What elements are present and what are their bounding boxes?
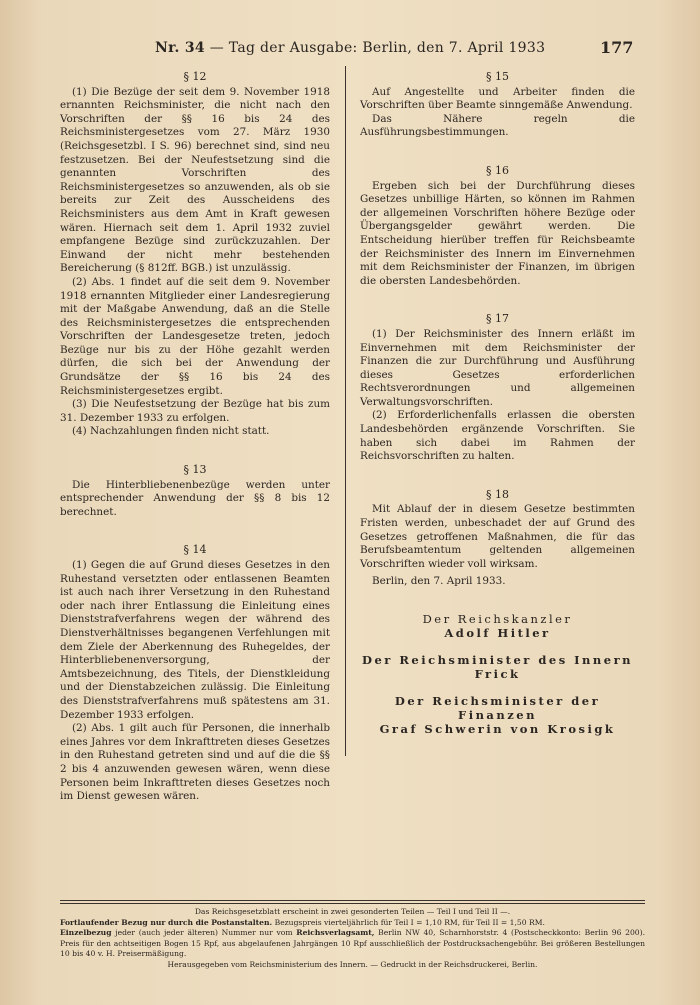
page-number: 177 <box>600 38 634 57</box>
signatory-1-name: Adolf Hitler <box>444 625 551 640</box>
footer-line-2 <box>60 918 645 929</box>
section-15-para-1: Auf Angestellte und Arbeiter finden die Vorschriften über Beamte sinngemäße Anwendung. <box>360 85 635 112</box>
right-column <box>360 70 635 736</box>
header-title <box>155 40 555 56</box>
section-13-para-1: Die Hinterbliebenenbezüge werden unter entsprechender Anwendung der §§ 8 bis 12 berechnet. <box>60 478 330 518</box>
page-header <box>0 38 700 60</box>
section-13-heading: § 13 <box>183 463 207 477</box>
section-17-para-1: (1) Der Reichsminister des Innern erläßt im Einvernehmen mit dem Reichsminister der Finanzen die zur Durchführung und Ausführung dieses Gesetzes erforderlichen Rechtsverordnungen und allgemeinen Verwaltungsvorschriften. <box>360 327 635 408</box>
signatory-2-name: Frick <box>474 666 521 681</box>
section-14-para-1: (1) Gegen die auf Grund dieses Gesetzes in den Ruhestand versetzten oder entlassenen Beamten ist auch nach ihrer Versetzung in den Ruhestand oder nach ihrer Entlassung die Einleitung eines Dienststrafverfahrens wegen der während des Dienstverhältnisses begangenen Verfehlungen mit dem Ziele der Aberkennung des Ruhegeldes, der Hinterbliebenenversorgung, der Amtsbezeichnung, des Titels, der Dienstkleidung und der Dienstabzeichen zulässig. Die Einleitung des Dienststrafverfahrens muß spätestens am 31. Dezember 1933 erfolgen. <box>60 559 330 721</box>
section-16-heading: § 16 <box>486 163 509 177</box>
footer-rule-bottom <box>60 903 645 904</box>
section-18-heading: § 18 <box>486 487 509 501</box>
issue-place-date: Berlin, den 7. April 1933 <box>362 40 546 56</box>
column-divider <box>345 66 346 756</box>
section-18-para-1: Mit Ablauf der in diesem Gesetze bestimmten Fristen werden, unbeschadet der auf Grund des Gesetzes getroffenen Maßnahmen, die für das Berufsbeamtentum geltenden allgemeinen Vorschriften wieder voll wirksam. <box>360 503 635 570</box>
section-12-para-4: (4) Nachzahlungen finden nicht statt. <box>72 425 270 438</box>
section-17-para-2: (2) Erforderlichenfalls erlassen die obersten Landesbehörden ergänzende Vorschriften. Sie haben sich dabei im Rahmen der Reichsvorschriften zu halten. <box>360 409 635 463</box>
footer-line-2-text: Bezugspreis vierteljährlich für Teil I = 1,10 RM, für Teil II = 1,50 RM. <box>274 917 545 927</box>
section-12-heading: § 12 <box>183 70 207 83</box>
footer-line-4: Herausgegeben vom Reichsministerium des Innern. — Gedruckt in der Reichsdruckerei, Berlin. <box>167 959 538 969</box>
section-17-heading: § 17 <box>486 312 509 326</box>
section-16-para-1: Ergeben sich bei der Durchführung dieses Gesetzes unbillige Härten, so können im Rahmen der allgemeinen Vorschriften höhere Bezüge oder Übergangsgelder gewährt werden. Die Entscheidung hierüber treffen für Reichsbeamte der Reichsminister des Innern im Einvernehmen mit dem Reichsminister der Finanzen, im übrigen die obersten Landesbehörden. <box>360 179 635 287</box>
issue-number: Nr. 34 <box>155 40 205 56</box>
section-15-para-2: Das Nähere regeln die Ausführungsbestimmungen. <box>360 112 635 139</box>
signatory-3-title: Der Reichsminister der Finanzen <box>394 694 601 722</box>
left-column <box>60 70 330 804</box>
footer-line-3-bold-2: Reichsverlagsamt, <box>296 928 375 938</box>
section-12-para-3: (3) Die Neufestsetzung der Bezüge hat bis zum 31. Dezember 1933 zu erfolgen. <box>60 398 330 424</box>
section-15-heading: § 15 <box>486 70 509 83</box>
footer-line-3-text: jeder (auch jeder älteren) Nummer nur vom <box>115 928 293 938</box>
footer-line-3-text-2: Berlin NW 40, Scharnhorststr. 4 (Postscheckkonto: Berlin 96 200). Preis für den achtseitigen Bogen 15 Rpf, aus abgelaufenen Jahrgängen 10 Rpf ausschließlich der Postdrucksachengebühr. Bei größeren Bestellungen 10 bis 40 v. H. Preisermäßigung. <box>60 928 645 959</box>
signing-date: Berlin, den 7. April 1933. <box>372 575 506 588</box>
footer-line-2-bold: Fortlaufender Bezug nur durch die Postanstalten. <box>60 917 273 927</box>
signatory-1-title: Der Reichskanzler <box>422 612 573 626</box>
page-footer <box>60 907 645 971</box>
footer-line-3 <box>60 928 645 960</box>
header-dash: — <box>209 40 224 56</box>
section-12-para-1: (1) Die Bezüge der seit dem 9. November 1918 ernannten Reichsminister, die nicht nach den Vorschriften der §§ 16 bis 24 des Reichsministergesetzes vom 27. März 1930 (Reichsgesetzbl. I S. 96) berechnet sind, sind neu festzusetzen. Bei der Neufestsetzung sind die genannten Vorschriften des Reichsministergesetzes so anzuwenden, als ob sie bereits zur Zeit des Ausscheidens des Reichsministers aus dem Amt in Kraft gewesen wären. Hiernach seit dem 1. April 1932 zuviel empfangene Bezüge sind zurückzuzahlen. Der Einwand der nicht mehr bestehenden Bereicherung (§ 812ff. BGB.) ist unzulässig. <box>60 85 330 275</box>
signatory-3-name: Graf Schwerin von Krosigk <box>379 721 616 736</box>
footer-line-1: Das Reichsgesetzblatt erscheint in zwei gesonderten Teilen — Teil I und Teil II —. <box>194 907 511 916</box>
section-12-para-2: (2) Abs. 1 findet auf die seit dem 9. November 1918 ernannten Mitglieder einer Landesregierung mit der Maßgabe Anwendung, daß an die Stelle des Reichsministergesetzes die entsprechenden Vorschriften der Landesgesetze treten, jedoch Bezüge nur bis zu der Höhe gezahlt werden dürfen, die sich bei der Anwendung der Grundsätze der §§ 16 bis 24 des Reichsministergesetzes ergibt. <box>60 275 330 397</box>
issue-day-label: Tag der Ausgabe: <box>228 40 358 56</box>
section-14-para-2: (2) Abs. 1 gilt auch für Personen, die innerhalb eines Jahres vor dem Inkrafttreten dieses Gesetzes in den Ruhestand getreten sind und auf die die §§ 2 bis 4 anzuwenden gewesen wären, wenn diese Personen beim Inkrafttreten dieses Gesetzes noch im Dienst gewesen wären. <box>60 722 330 803</box>
signatory-2-title: Der Reichsminister des Innern <box>361 653 634 668</box>
footer-line-3-bold: Einzelbezug <box>60 928 112 938</box>
footer-rule-top <box>60 900 645 901</box>
section-14-heading: § 14 <box>183 543 207 557</box>
